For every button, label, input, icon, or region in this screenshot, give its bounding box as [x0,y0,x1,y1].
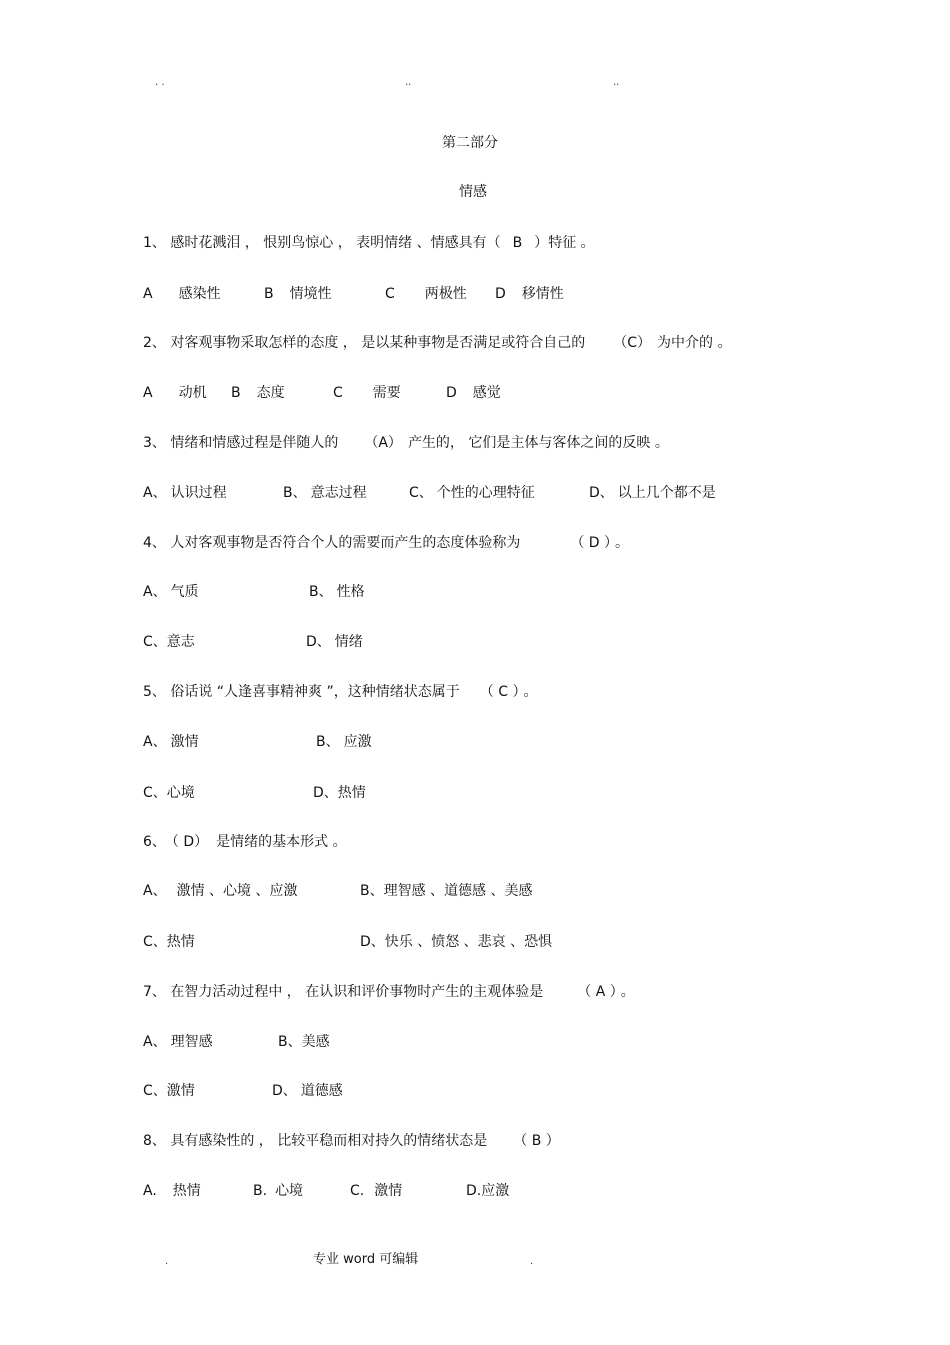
option-a: A. 热情 [143,1183,201,1199]
question-1-stem [143,234,595,252]
option-a: A、 激情 [143,734,199,750]
question-4-stem [143,534,629,552]
option-b: B、美感 [278,1034,330,1050]
option-a: A、 理智感 [143,1034,213,1050]
question-stem-text: 。 [620,984,635,1000]
option-c: C、心境 [143,785,195,801]
option-a: A 感染性 [143,286,221,302]
question-stem-text: 2、 对客观事物采取怎样的态度 ， 是以某种事物是否满足或符合自己的 [143,335,586,351]
answer-mark: （A） [364,435,402,451]
option-d: D 感觉 [446,385,501,401]
question-stem-text: 6、 [143,834,166,850]
option-d: D、 情绪 [306,634,363,650]
option-c: C、 个性的心理特征 [409,485,535,501]
question-stem-text: 7、 在智力活动过程中 ， 在认识和评价事物时产生的主观体验是 [143,984,544,1000]
question-stem-text: 产生的， 它们是主体与客体之间的反映 。 [407,435,669,451]
answer-mark: （C） [613,335,652,351]
option-c: C. 激情 [350,1183,403,1199]
topic-title: 情感 [459,184,487,200]
question-stem-text: 8、 具有感染性的 ， 比较平稳而相对持久的情绪状态是 [143,1133,488,1149]
option-b: B、 意志过程 [283,485,367,501]
question-stem-text: ）特征 。 [534,235,595,251]
answer-mark: （ C ） [479,684,520,700]
footer-dot-left: . [165,1256,169,1267]
option-c: C 需要 [333,385,401,401]
option-b: B、 性格 [309,584,365,600]
header-dots-center: .. [405,77,412,88]
question-5-stem [143,683,537,701]
option-a: A、 激情 、心境 、应激 [143,883,298,899]
option-d: D、快乐 、愤怒 、悲哀 、恐惧 [360,934,553,950]
option-b: B 情境性 [264,286,332,302]
question-stem-text: 4、 人对客观事物是否符合个人的需要而产生的态度体验称为 [143,535,521,551]
question-stem-text: 为中介的 。 [657,335,732,351]
question-3-stem [143,434,669,452]
option-c: C、意志 [143,634,195,650]
footer-dot-right: . [530,1256,534,1267]
option-d: D 移情性 [495,286,564,302]
option-c: C、激情 [143,1083,195,1099]
option-d: D.应激 [466,1183,510,1199]
question-stem-text: 是情绪的基本形式 。 [216,834,347,850]
option-b: B. 心境 [253,1183,304,1199]
option-a: A、 气质 [143,584,199,600]
question-stem-text: 5、 俗话说 “人逢喜事精神爽 ”，这种情绪状态属于 [143,684,460,700]
option-b: B 态度 [231,385,285,401]
option-a: A 动机 [143,385,207,401]
section-title: 第二部分 [442,135,498,151]
answer-mark: B [512,235,523,251]
question-8-stem [143,1132,560,1150]
option-d: D、热情 [313,785,366,801]
option-b: B、 应激 [316,734,372,750]
header-dots-left: . . [155,77,165,88]
question-stem-text: 。 [523,684,538,700]
option-c: C、热情 [143,934,195,950]
question-stem-text: 3、 情绪和情感过程是伴随人的 [143,435,339,451]
answer-mark: （ D） [171,834,209,850]
question-6-stem [143,833,347,851]
answer-mark: （ B ） [513,1133,560,1149]
option-b: B、理智感 、道德感 、美感 [360,883,533,899]
answer-mark: （ A ） [577,984,617,1000]
option-a: A、 认识过程 [143,485,227,501]
question-7-stem [143,983,635,1001]
footer-text: 专业 word 可编辑 [313,1252,419,1267]
question-stem-text: 1、 感时花溅泪 ， 恨别鸟惊心 ， 表明情绪 、情感具有（ [143,235,501,251]
question-2-stem [143,334,732,352]
answer-mark: （ D ） [570,535,612,551]
question-stem-text: 。 [615,535,630,551]
option-d: D、 以上几个都不是 [589,485,716,501]
header-dots-right: .. [613,77,620,88]
option-d: D、 道德感 [272,1083,343,1099]
option-c: C 两极性 [385,286,467,302]
